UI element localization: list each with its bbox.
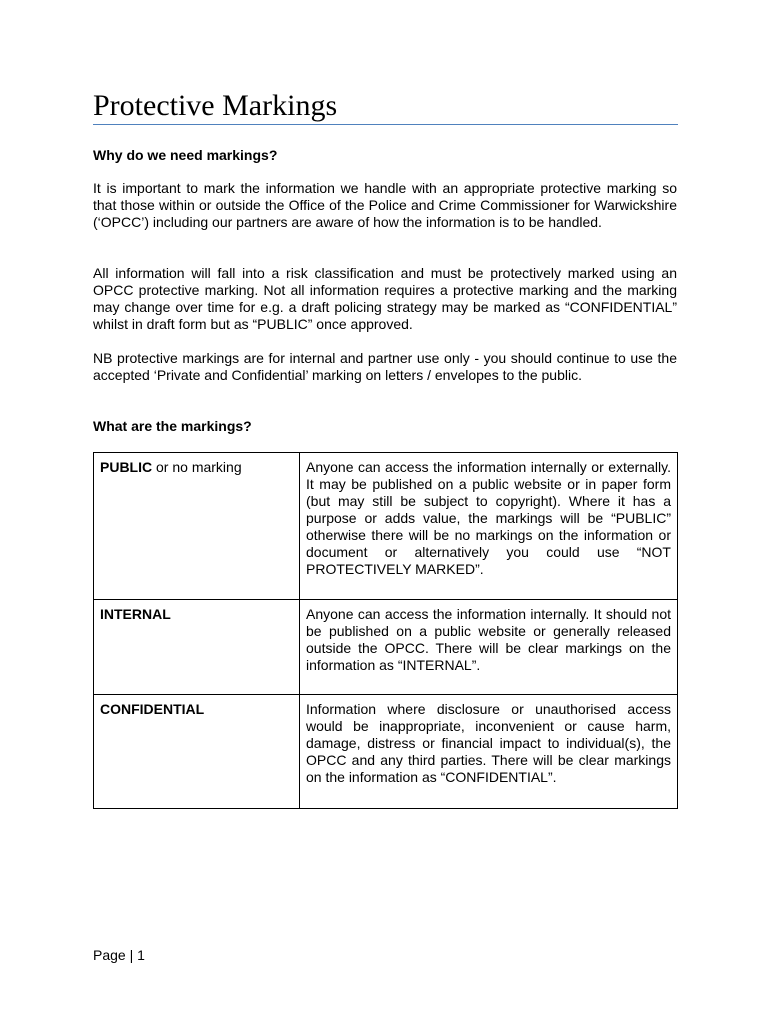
paragraph-classification: All information will fall into a risk classification and must be protectively marked using an OPCC protective marking. Not all information requires a protective marking and the marking may change over time for e.g. a draft policing strategy may be marked as “CONFIDENTIAL” whilst in draft form but as “PUBLIC” once approved. — [93, 265, 677, 332]
marking-label-cell — [94, 695, 300, 809]
table-row-internal — [94, 600, 678, 695]
section-heading-why: Why do we need markings? — [93, 147, 278, 163]
marking-label: INTERNAL — [100, 606, 171, 622]
marking-description: Information where disclosure or unauthorised access would be inappropriate, inconvenient or cause harm, damage, distress or financial impact to individual(s), the OPCC and any third parties. There will be clear markings on the information as “CONFIDENTIAL”. — [300, 695, 678, 809]
paragraph-purpose: It is important to mark the information we handle with an appropriate protective marking so that those within or outside the Office of the Police and Crime Commissioner for Warwickshire (‘OPCC’) including our partners are aware of how the information is to be handled. — [93, 180, 677, 230]
marking-label-cell — [94, 453, 300, 600]
marking-description: Anyone can access the information internally or externally. It may be published on a public website or in paper form (but may still be subject to copyright). Where it has a purpose or adds value, the markings will be “PUBLIC” otherwise there will be no markings on the information or document or alternatively you could use “NOT PROTECTIVELY MARKED”. — [300, 453, 678, 600]
marking-label-cell — [94, 600, 300, 695]
section-heading-markings: What are the markings? — [93, 418, 252, 434]
page-title: Protective Markings — [93, 89, 338, 122]
paragraph-nb-note: NB protective markings are for internal and partner use only - you should continue to use the accepted ‘Private and Confidential’ marking on letters / envelopes to the public. — [93, 350, 677, 383]
marking-description: Anyone can access the information internally. It should not be published on a public website or generally released outside the OPCC. There will be clear markings on the information as “INTERNAL”. — [300, 600, 678, 695]
marking-label: PUBLIC — [100, 459, 153, 475]
title-underline — [93, 124, 678, 125]
markings-table — [93, 452, 678, 809]
table-row-public — [94, 453, 678, 600]
page-number: Page | 1 — [93, 947, 145, 963]
table-row-confidential — [94, 695, 678, 809]
marking-label-suffix: or no marking — [152, 459, 242, 475]
marking-label: CONFIDENTIAL — [100, 701, 205, 717]
